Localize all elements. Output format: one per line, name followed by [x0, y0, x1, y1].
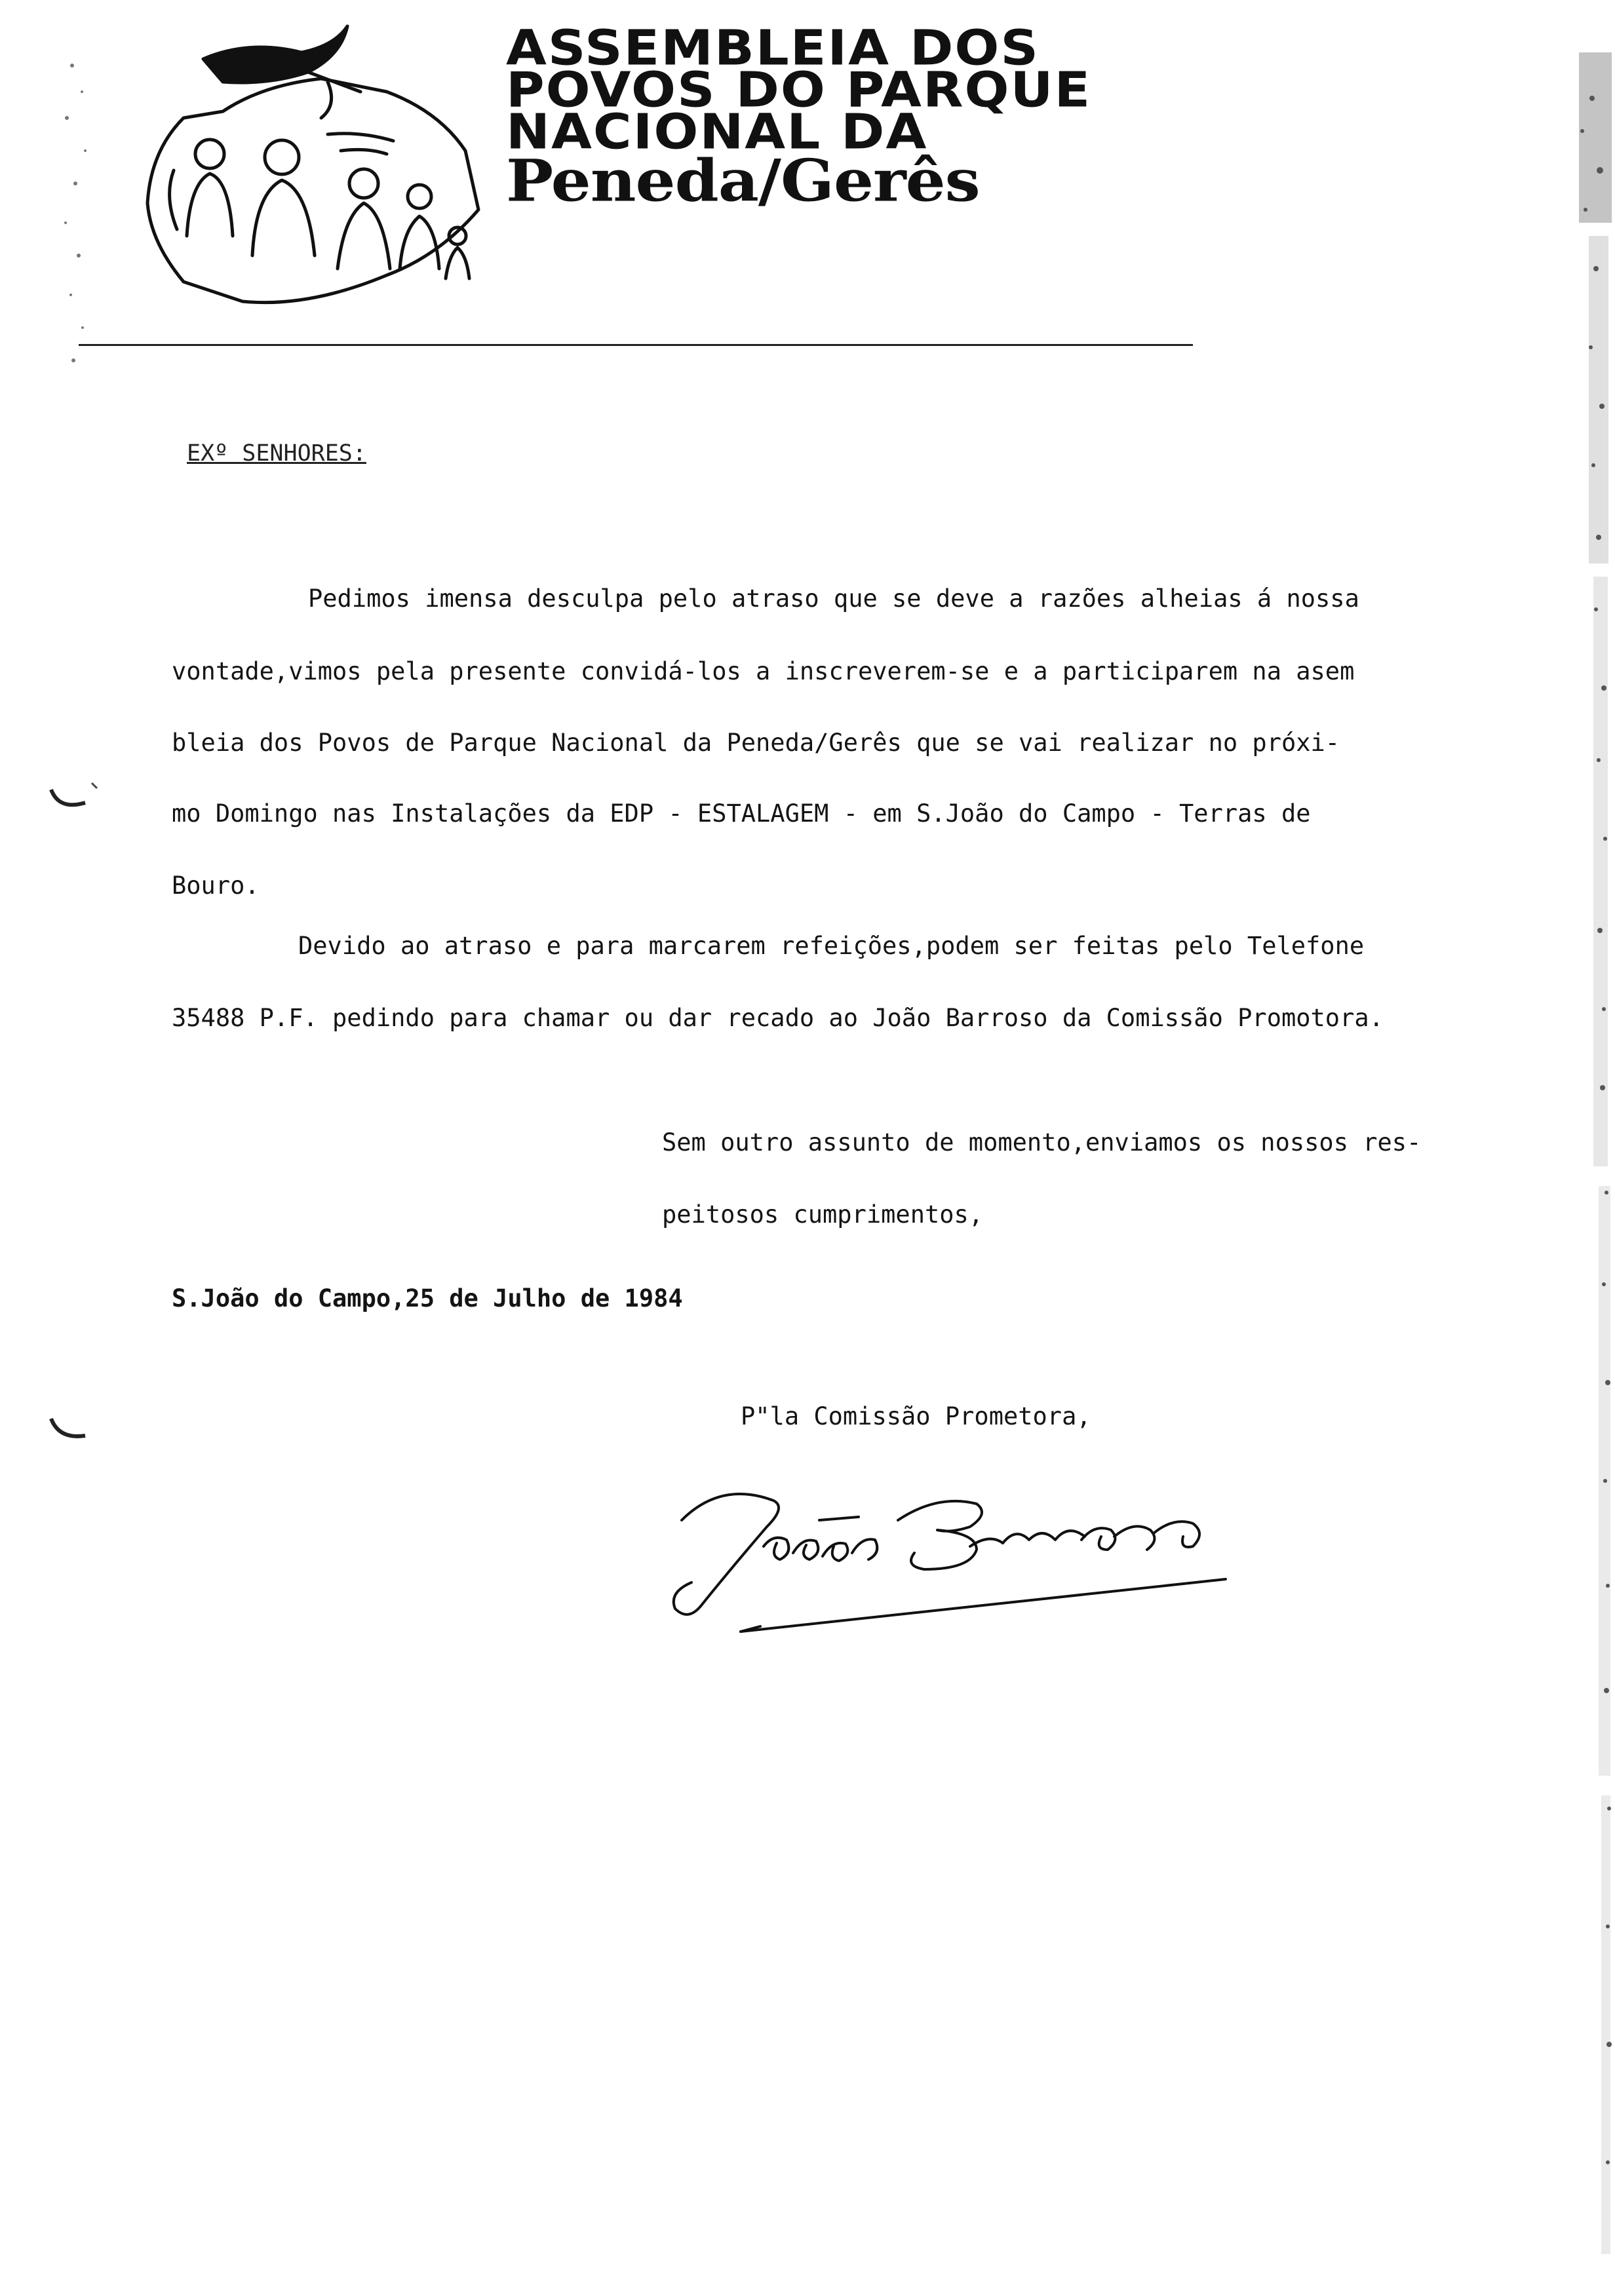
body-p1-line-2: vontade,vimos pela presente convidá-los a inscreverem-se e a participarem na asem [172, 657, 1355, 685]
body-p2-line-1: Devido ao atraso e para marcarem refeições,podem ser feitas pelo Telefone [298, 932, 1365, 960]
org-name-line-2: POVOS DO PARQUE [506, 62, 1092, 118]
header-divider [79, 344, 1193, 346]
scan-edge-noise [1553, 39, 1615, 2267]
body-p1-line-5: Bouro. [172, 871, 260, 900]
closing-line-1: Sem outro assunto de momento,enviamos os nossos res- [662, 1128, 1422, 1157]
body-p1-line-1: Pedimos imensa desculpa pelo atraso que se deve a razões alheias á nossa [308, 584, 1359, 613]
org-name-line-1: ASSEMBLEIA DOS [506, 20, 1040, 76]
body-p1-line-4: mo Domingo nas Instalações da EDP - ESTALAGEM - em S.João do Campo - Terras de [172, 799, 1311, 828]
punch-mark-lower [46, 1412, 105, 1451]
punch-mark-upper [46, 770, 105, 829]
org-name-line-3: NACIONAL DA [506, 104, 928, 160]
scan-left-noise [59, 39, 111, 380]
date-line: S.João do Campo,25 de Julho de 1984 [172, 1284, 683, 1312]
body-p2-line-2: 35488 P.F. pedindo para chamar ou dar recado ao João Barroso da Comissão Promotora. [172, 1004, 1384, 1032]
org-name-line-4: Peneda/Gerês [506, 146, 980, 215]
sign-off: P"la Comissão Prometora, [741, 1402, 1091, 1430]
salutation: EXº SENHORES: [187, 440, 366, 467]
assembly-logo-illustration [111, 20, 505, 308]
organization-name [506, 20, 1092, 216]
closing-line-2: peitosos cumprimentos, [662, 1200, 984, 1229]
body-p1-line-3: bleia dos Povos de Parque Nacional da Peneda/Gerês que se vai realizar no próxi- [172, 729, 1340, 757]
handwritten-signature [662, 1442, 1304, 1638]
